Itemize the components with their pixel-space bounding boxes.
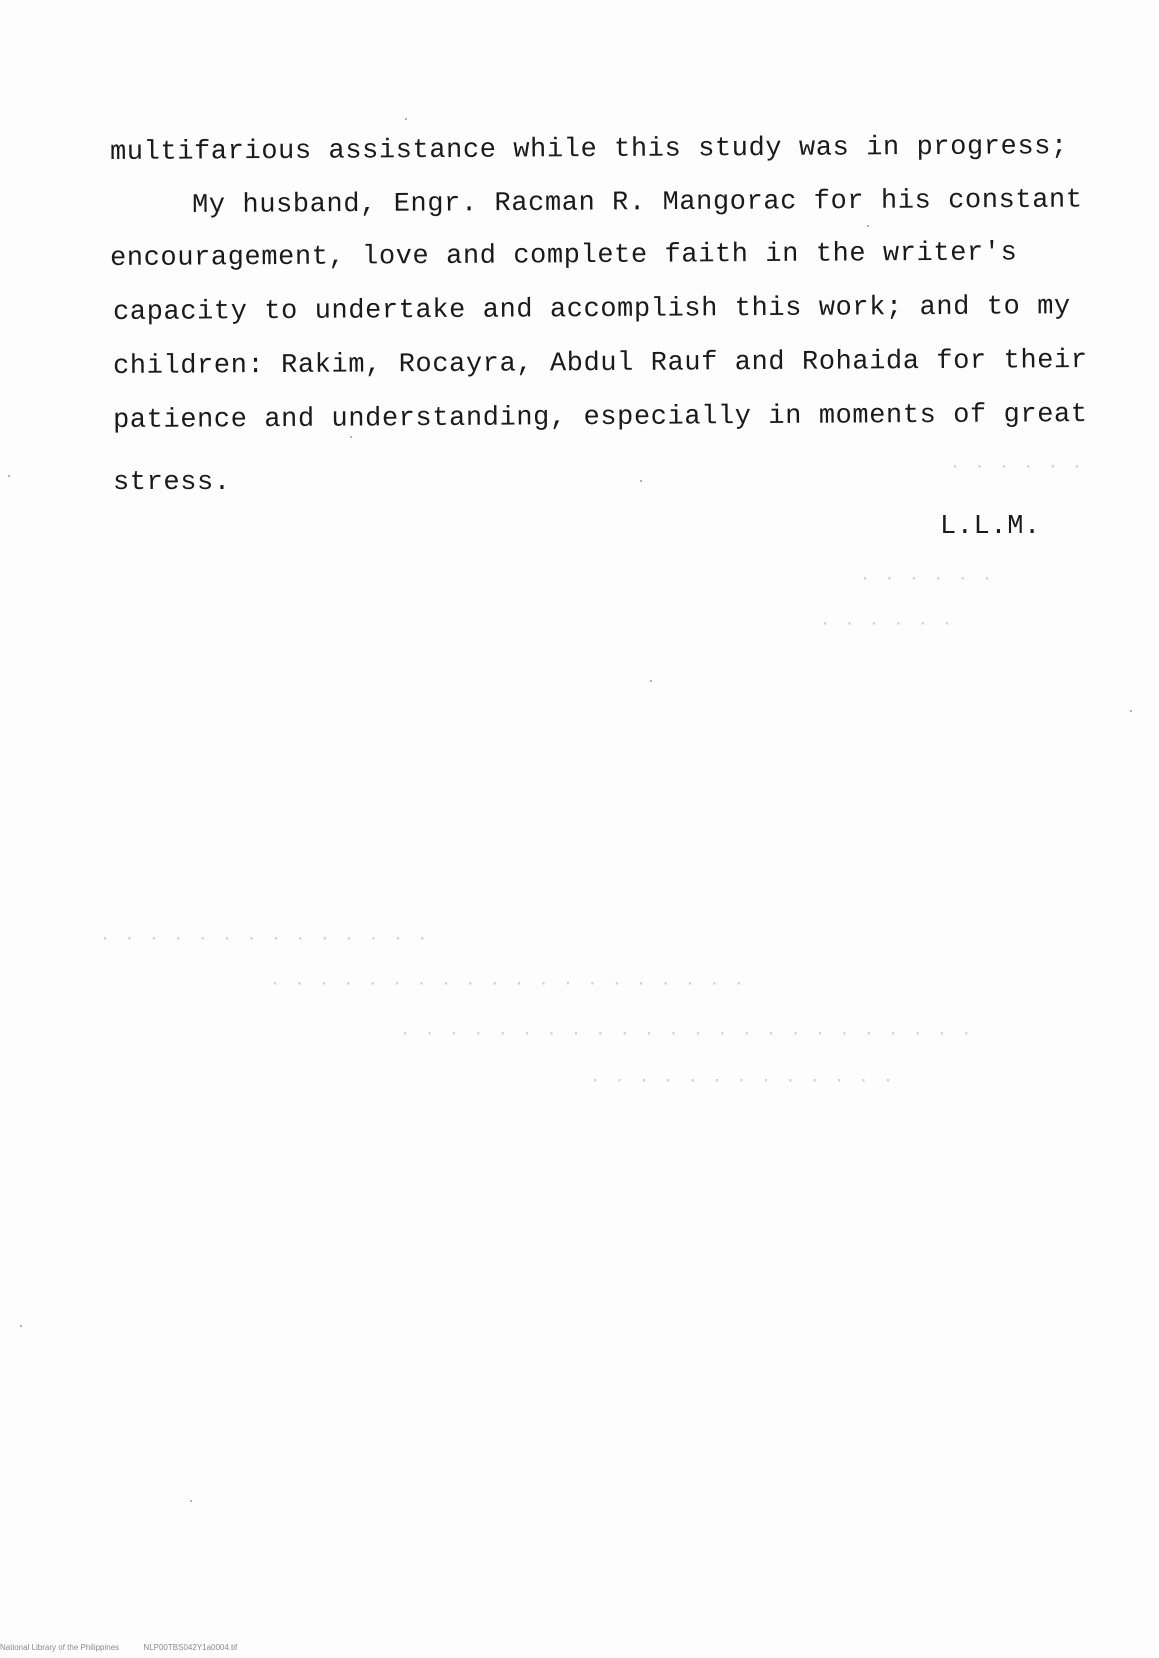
text-line-4: capacity to undertake and accomplish this work; and to my bbox=[112, 292, 1071, 328]
bleed-through-mark: · · · · · · · · · · · · · · · · · · · · bbox=[270, 975, 746, 994]
bleed-through-mark: · · · · · · · · · · · · · · bbox=[100, 930, 430, 949]
scan-speck bbox=[190, 1500, 192, 1502]
bleed-through-mark: · · · · · · bbox=[820, 615, 955, 634]
text-line-3: encouragement, love and complete faith in the writer's bbox=[109, 238, 1018, 274]
text-line-2: My husband, Engr. Racman R. Mangorac for his constant bbox=[191, 185, 1083, 221]
bleed-through-mark: · · · · · · bbox=[860, 570, 995, 589]
scan-speck bbox=[867, 225, 869, 227]
scan-speck bbox=[405, 118, 407, 120]
text-line-5: children: Rakim, Rocayra, Abdul Rauf and Rohaida for their bbox=[112, 346, 1088, 382]
text-line-1: multifarious assistance while this study was in progress; bbox=[109, 132, 1068, 168]
bleed-through-mark: · · · · · · · · · · · · · bbox=[590, 1072, 896, 1091]
footer-file-id: NLP00TBS042Y1a0004.tif bbox=[143, 1643, 238, 1652]
scan-speck bbox=[1130, 710, 1132, 712]
text-line-7: stress. bbox=[113, 468, 231, 498]
signature-initials: L.L.M. bbox=[940, 512, 1041, 542]
scan-footer bbox=[0, 1643, 259, 1652]
scan-speck bbox=[350, 436, 352, 438]
scan-speck bbox=[20, 1325, 22, 1327]
scan-speck bbox=[8, 475, 10, 477]
text-line-6: patience and understanding, especially in moments of great bbox=[112, 400, 1088, 436]
scan-speck bbox=[650, 680, 652, 682]
bleed-through-mark: · · · · · · bbox=[950, 458, 1085, 477]
scan-speck bbox=[640, 480, 642, 482]
footer-library: National Library of the Philippines bbox=[0, 1643, 120, 1652]
bleed-through-mark: · · · · · · · · · · · · · · · · · · · · · · · · bbox=[400, 1025, 974, 1044]
